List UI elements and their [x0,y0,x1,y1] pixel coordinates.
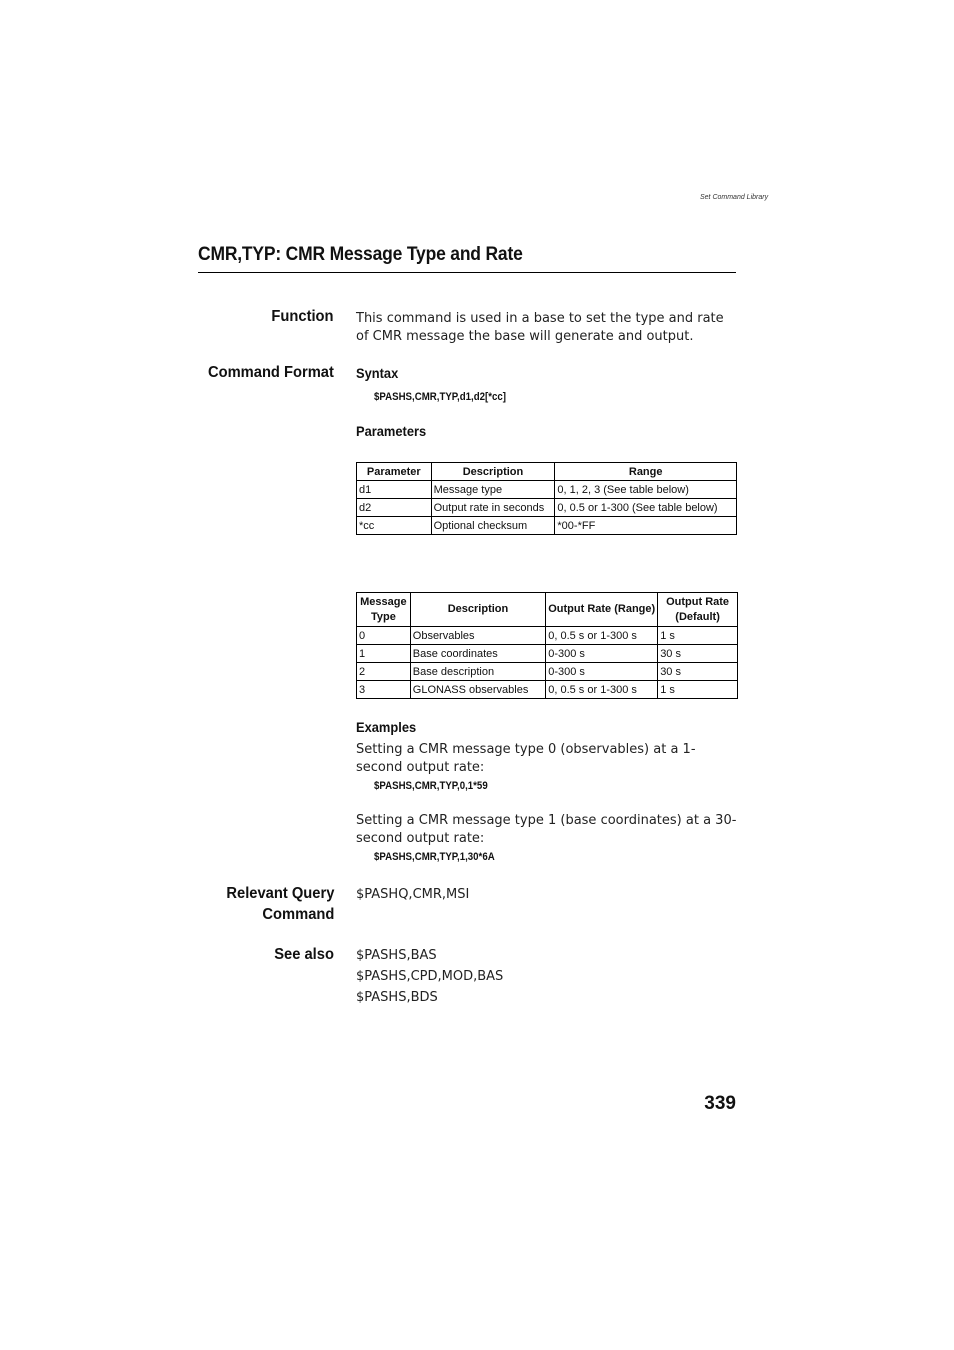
table-cell: Observables [410,627,545,645]
table-cell: Output rate in seconds [431,499,555,517]
table-row [357,645,738,663]
message-type-table [356,592,738,699]
example-2-text: Setting a CMR message type 1 (base coordinates) at a 30-second output rate: [356,813,737,846]
examples-heading: Examples [356,719,417,735]
table-cell: 30 s [658,645,738,663]
title-underline [198,272,736,273]
table-row [357,681,738,699]
table-cell: *00-*FF [555,517,737,535]
table-cell: Base coordinates [410,645,545,663]
table-row [357,517,737,535]
table-cell: 0, 0.5 or 1-300 (See table below) [555,499,737,517]
relevant-query-value: $PASHQ,CMR,MSI [356,887,470,902]
table-header-cell: Message Type [357,593,411,627]
syntax-code: $PASHS,CMR,TYP,d1,d2[*cc] [374,391,506,403]
table-cell: 1 s [658,681,738,699]
table-cell: 30 s [658,663,738,681]
page-title: CMR,TYP: CMR Message Type and Rate [198,244,523,265]
relevant-query-label: Relevant Query Command [226,885,334,923]
table-cell: d1 [357,481,432,499]
table-cell: Optional checksum [431,517,555,535]
list-item: $PASHS,BAS [356,948,437,963]
table-header-cell: Description [431,463,555,481]
table-header-cell: Output Rate (Range) [546,593,658,627]
table-header-row [357,463,737,481]
parameters-table [356,462,737,535]
syntax-heading: Syntax [356,365,399,381]
function-text: This command is used in a base to set the type and rate of CMR message the base will generate and output. [356,311,724,344]
table-row [357,663,738,681]
table-row [357,499,737,517]
table-cell: 2 [357,663,411,681]
table-cell: GLONASS observables [410,681,545,699]
table-header-cell: Range [555,463,737,481]
table-row [357,481,737,499]
table-cell: Message type [431,481,555,499]
table-header-cell: Parameter [357,463,432,481]
example-1-code: $PASHS,CMR,TYP,0,1*59 [374,780,488,792]
example-1-text: Setting a CMR message type 0 (observables) at a 1-second output rate: [356,742,696,775]
see-also-label: See also [274,946,334,963]
page-number: 339 [704,1093,736,1114]
list-item: $PASHS,BDS [356,990,438,1005]
table-header-cell: Description [410,593,545,627]
table-cell: *cc [357,517,432,535]
command-format-label: Command Format [208,364,334,381]
table-cell: 0, 0.5 s or 1-300 s [546,681,658,699]
table-header-cell: Output Rate (Default) [658,593,738,627]
table-cell: 1 [357,645,411,663]
table-row [357,627,738,645]
table-cell: 1 s [658,627,738,645]
table-cell: 0, 0.5 s or 1-300 s [546,627,658,645]
running-header: Set Command Library [700,194,769,201]
table-header-row [357,593,738,627]
parameters-heading: Parameters [356,423,427,439]
table-cell: 0-300 s [546,645,658,663]
table-cell: 0 [357,627,411,645]
table-cell: 0-300 s [546,663,658,681]
table-cell: d2 [357,499,432,517]
table-cell: 3 [357,681,411,699]
see-also-list [356,945,503,1008]
list-item: $PASHS,CPD,MOD,BAS [356,969,504,984]
table-cell: 0, 1, 2, 3 (See table below) [555,481,737,499]
function-label: Function [271,308,334,325]
example-2-code: $PASHS,CMR,TYP,1,30*6A [374,851,495,863]
table-cell: Base description [410,663,545,681]
